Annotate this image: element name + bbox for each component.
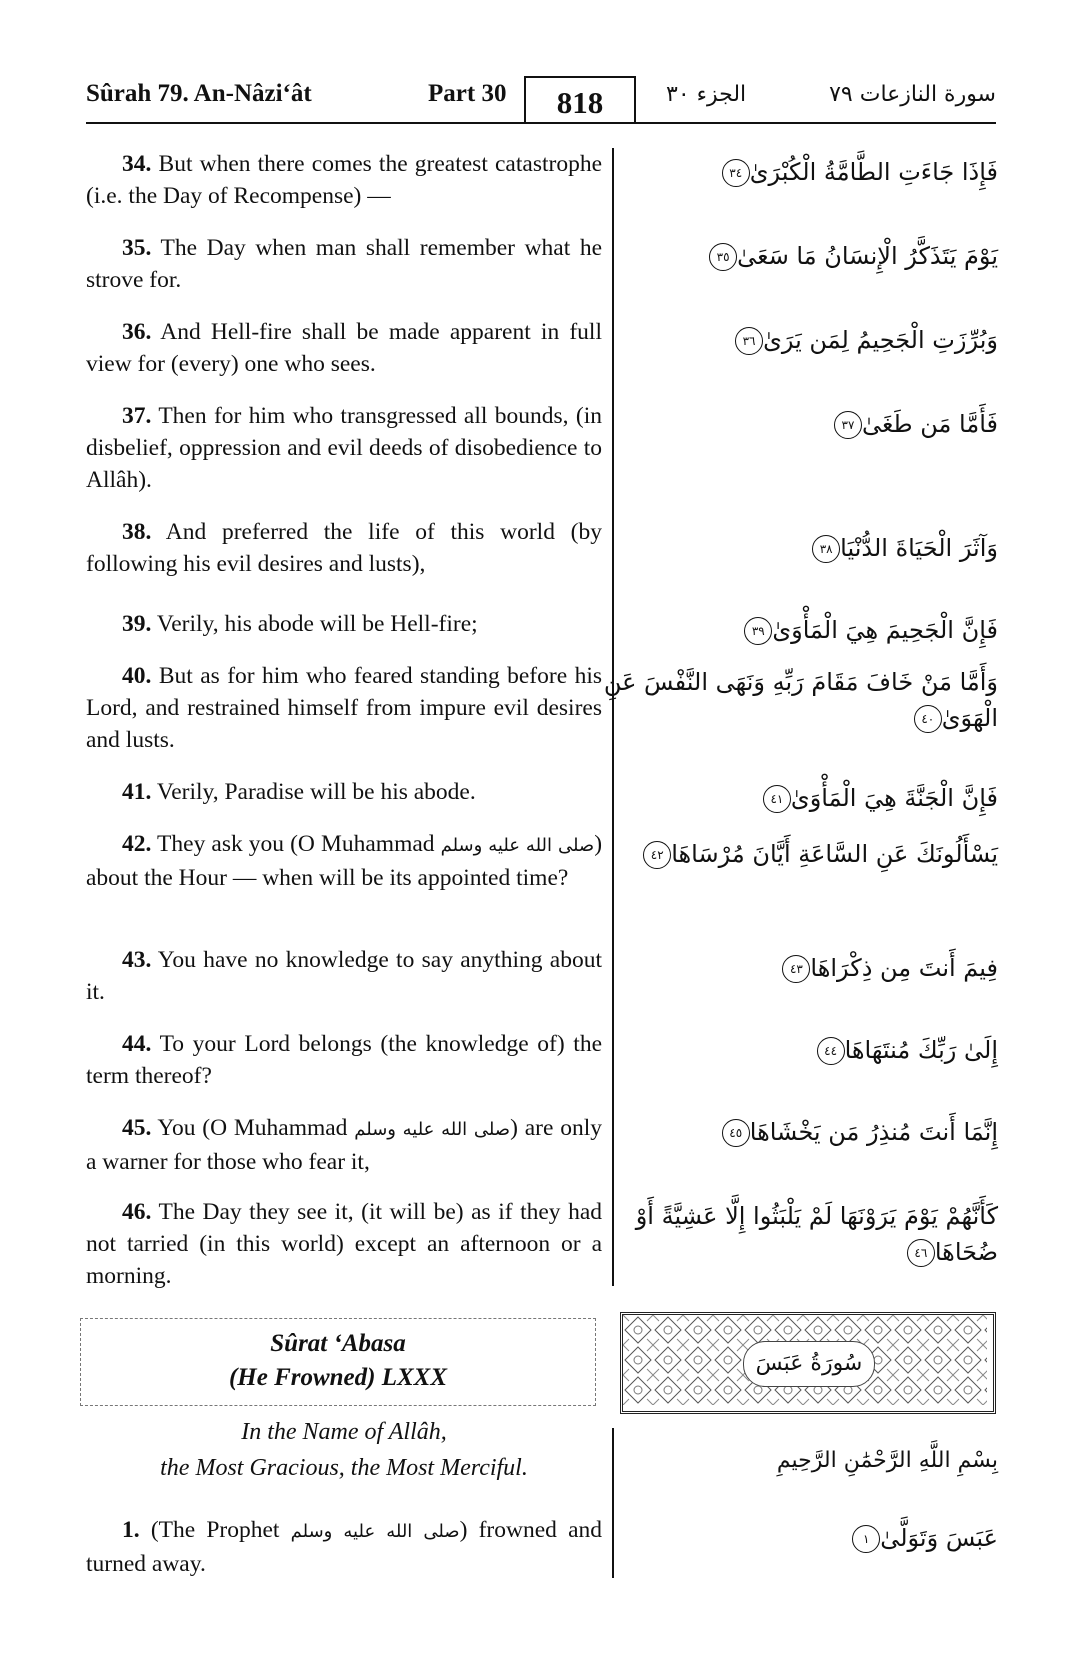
verse-ar-35: يَوْمَ يَتَذَكَّرُ الْإِنسَانُ مَا سَعَىٰ٣٥ <box>598 238 998 274</box>
surah-name-en: Sûrat ‘Abasa <box>270 1330 406 1357</box>
ayah-marker: ٣٥ <box>709 243 737 271</box>
surah-title-box <box>80 1318 596 1406</box>
verse-en-37: 37. Then for him who transgressed all bounds, (in disbelief, oppression and evil deeds of disobedience to Allâh). <box>86 403 602 493</box>
surah-title-ar: سورة النازعات ٧٩ <box>829 82 996 107</box>
ayah-marker: ٣٧ <box>834 411 862 439</box>
verse-en-41: 41. Verily, Paradise will be his abode. <box>122 779 476 805</box>
verse-ar-41: فَإِنَّ الْجَنَّةَ هِيَ الْمَأْوَىٰ٤١ <box>598 780 998 816</box>
verse-en-1: 1. (The Prophet صلى الله عليه وسلم) frowned and turned away. <box>86 1517 603 1577</box>
surah-subtitle-en: (He Frowned) LXXX <box>228 1364 448 1391</box>
bismillah-line-1: In the Name of Allâh, <box>241 1419 447 1445</box>
ayah-marker: ٤١ <box>763 785 791 813</box>
verse-en-40: 40. But as for him who feared standing before his Lord, and restrained himself from impure evil desires and lusts. <box>86 663 602 753</box>
verse-ar-45: إِنَّمَا أَنتَ مُنذِرُ مَن يَخْشَاهَا٤٥ <box>598 1114 998 1150</box>
verse-ar-1: عَبَسَ وَتَوَلَّىٰ١ <box>598 1520 998 1556</box>
ayah-marker: ١ <box>852 1525 880 1553</box>
ayah-marker: ٣٦ <box>735 327 763 355</box>
header-rule <box>86 122 996 124</box>
verse-en-34: 34. But when there comes the greatest catastrophe (i.e. the Day of Recompense) — <box>86 151 602 209</box>
verse-ar-38: وَآثَرَ الْحَيَاةَ الدُّنْيَا٣٨ <box>598 530 998 566</box>
verse-en-39: 39. Verily, his abode will be Hell-fire; <box>122 611 478 637</box>
verse-ar-37: فَأَمَّا مَن طَغَىٰ٣٧ <box>598 406 998 442</box>
part-label-ar: الجزء ٣٠ <box>666 82 747 107</box>
ayah-marker: ٣٤ <box>722 159 750 187</box>
ayah-marker: ٤٢ <box>643 841 671 869</box>
verse-en-42: 42. They ask you (O Muhammad صلى الله عليه وسلم) about the Hour — when will be its appointed time? <box>86 831 603 891</box>
verse-ar-34: فَإِذَا جَاءَتِ الطَّامَّةُ الْكُبْرَىٰ٣٤ <box>598 154 998 190</box>
verse-en-43: 43. You have no knowledge to say anything about it. <box>86 947 602 1005</box>
bismillah-ar: بِسْمِ اللَّهِ الرَّحْمَٰنِ الرَّحِيمِ <box>776 1448 998 1473</box>
ayah-marker: ٤٠ <box>914 705 942 733</box>
surah-ornament-panel <box>620 1312 996 1414</box>
verse-ar-42: يَسْأَلُونَكَ عَنِ السَّاعَةِ أَيَّانَ مُرْسَاهَا٤٢ <box>598 836 998 872</box>
verse-en-35: 35. The Day when man shall remember what he strove for. <box>86 235 602 293</box>
verse-en-38: 38. And preferred the life of this world (by following his evil desires and lusts), <box>86 519 602 577</box>
surah-name-ar: سُورَةُ عَبَسَ <box>743 1341 875 1387</box>
ayah-marker: ٤٣ <box>782 955 810 983</box>
ayah-marker: ٣٨ <box>812 535 840 563</box>
verse-ar-36: وَبُرِّزَتِ الْجَحِيمُ لِمَن يَرَىٰ٣٦ <box>598 322 998 358</box>
page-header <box>86 72 996 124</box>
bismillah-en <box>86 1414 602 1486</box>
verse-ar-40: وَأَمَّا مَنْ خَافَ مَقَامَ رَبِّهِ وَنَهَى النَّفْسَ عَنِ الْهَوَىٰ٤٠ <box>603 668 998 732</box>
verse-en-46: 46. The Day they see it, (it will be) as if they had not tarried (in this world) except an afternoon or a morning. <box>86 1199 602 1289</box>
page-number: 818 <box>524 76 636 124</box>
surah-title-en: Sûrah 79. An-Nâzi‘ât <box>86 80 312 107</box>
ayah-marker: ٤٤ <box>817 1037 845 1065</box>
verse-ar-44: إِلَىٰ رَبِّكَ مُنتَهَاهَا٤٤ <box>598 1032 998 1068</box>
ayah-marker: ٤٦ <box>907 1239 935 1267</box>
part-label: Part 30 <box>428 80 507 107</box>
verse-en-44: 44. To your Lord belongs (the knowledge of) the term thereof? <box>86 1031 602 1089</box>
bismillah-line-2: the Most Gracious, the Most Merciful. <box>160 1455 528 1481</box>
verse-ar-39: فَإِنَّ الْجَحِيمَ هِيَ الْمَأْوَىٰ٣٩ <box>598 612 998 648</box>
verse-ar-46: كَأَنَّهُمْ يَوْمَ يَرَوْنَهَا لَمْ يَلْبَثُوا إِلَّا عَشِيَّةً أَوْ ضُحَاهَا٤٦ <box>635 1202 998 1266</box>
verse-en-36: 36. And Hell-fire shall be made apparent in full view for (every) one who sees. <box>86 319 602 377</box>
verse-ar-43: فِيمَ أَنتَ مِن ذِكْرَاهَا٤٣ <box>598 950 998 986</box>
ayah-marker: ٤٥ <box>722 1119 750 1147</box>
ayah-marker: ٣٩ <box>744 617 772 645</box>
verse-en-45: 45. You (O Muhammad صلى الله عليه وسلم) are only a warner for those who fear it, <box>86 1115 603 1175</box>
